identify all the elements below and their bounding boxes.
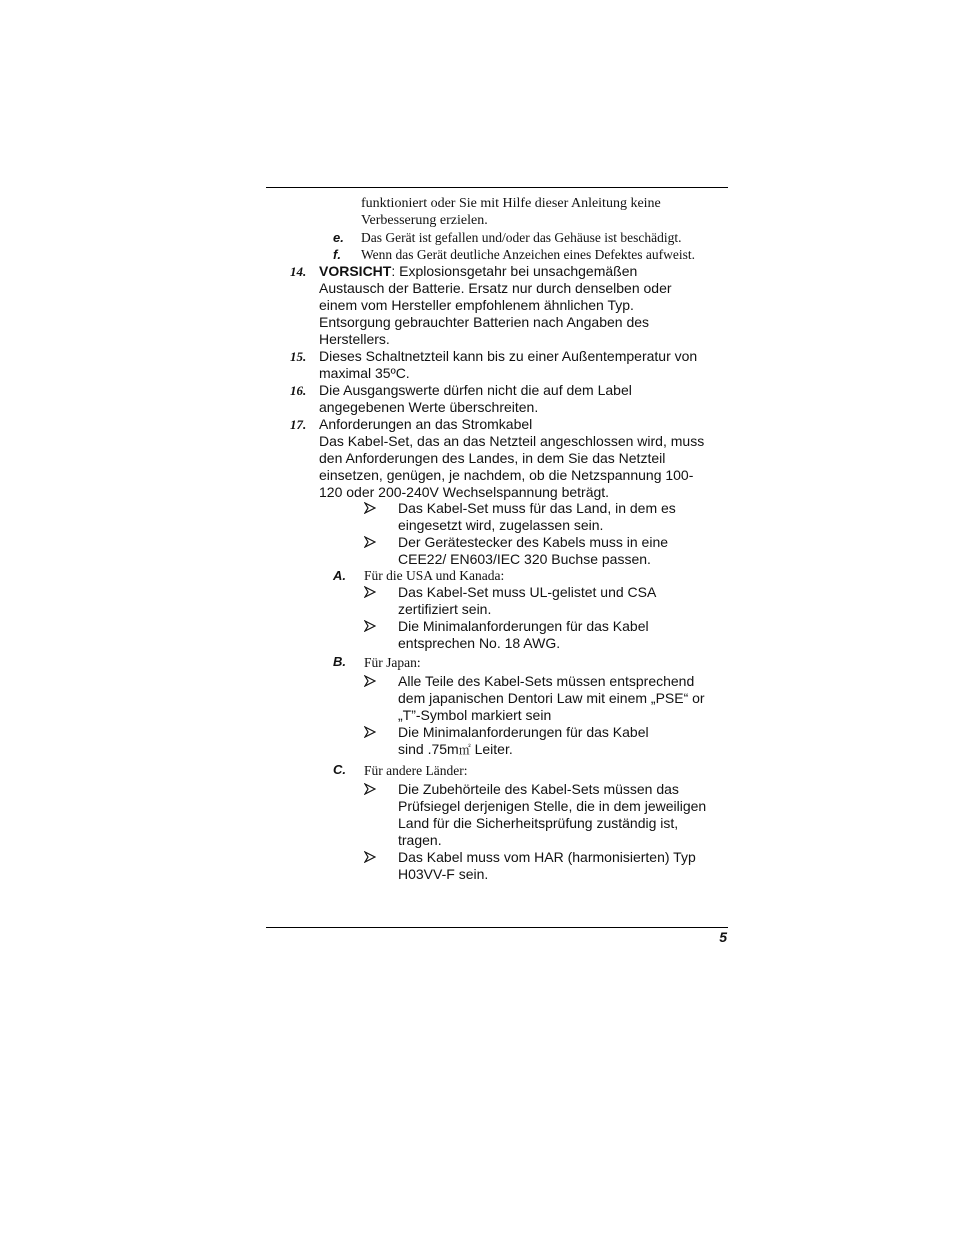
- item17-line: Anforderungen an das Stromkabel: [319, 416, 533, 432]
- arrowhead-bullet-icon: [364, 851, 378, 865]
- item14-line: VORSICHT: Explosionsgetahr bei unsachgemäßen: [319, 263, 638, 279]
- bullet-line: Die Minimalanforderungen für das Kabel: [398, 724, 649, 740]
- item14-line: Austausch der Batterie. Ersatz nur durch denselben oder: [319, 280, 672, 296]
- arrowhead-bullet-icon: [364, 783, 378, 797]
- section-title: Für die USA und Kanada:: [364, 568, 505, 583]
- arrowhead-bullet-icon: [364, 586, 378, 600]
- warning-label: VORSICHT: [319, 263, 392, 279]
- section-title: Für Japan:: [364, 655, 421, 670]
- section-title: Für andere Länder:: [364, 763, 468, 778]
- bullet-line: Land für die Sicherheitsprüfung zuständig ist,: [398, 815, 679, 831]
- bullet-line: Die Zubehörteile des Kabel-Sets müssen das: [398, 781, 679, 797]
- sub-item-text: Das Gerät ist gefallen und/oder das Gehäuse ist beschädigt.: [361, 230, 682, 245]
- item16-line: Die Ausgangswerte dürfen nicht die auf dem Label: [319, 382, 632, 398]
- item16-line: angegebenen Werte überschreiten.: [319, 399, 539, 415]
- bullet-line: Das Kabel muss vom HAR (harmonisierten) Typ: [398, 849, 696, 865]
- item17-line: den Anforderungen des Landes, in dem Sie das Netzteil: [319, 450, 666, 466]
- item-number: 15.: [290, 349, 307, 364]
- bullet-line: „T”-Symbol markiert sein: [398, 707, 552, 723]
- bullet-line: Der Gerätestecker des Kabels muss in eine: [398, 534, 669, 550]
- item17-line: Das Kabel-Set, das an das Netzteil angeschlossen wird, muss: [319, 433, 705, 449]
- item14-line: Herstellers.: [319, 331, 390, 347]
- bullet-line: dem japanischen Dentori Law mit einem „PSE“ or: [398, 690, 705, 706]
- bullet-line: H03VV-F sein.: [398, 866, 489, 882]
- continuation-line: Verbesserung erzielen.: [361, 213, 488, 228]
- square-meter-symbol: ㎡: [458, 743, 471, 757]
- header-rule: [266, 187, 728, 188]
- item-number: 14.: [290, 264, 307, 279]
- item14-line: Entsorgung gebrauchter Batterien nach Angaben des: [319, 314, 650, 330]
- footer-rule: [266, 927, 728, 928]
- bullet-line: zertifiziert sein.: [398, 601, 492, 617]
- sub-item-marker: e.: [333, 230, 344, 245]
- sub-item-marker: f.: [333, 247, 341, 262]
- arrowhead-bullet-icon: [364, 536, 378, 550]
- item15-line: maximal 35ºC.: [319, 365, 410, 381]
- bullet-line: Alle Teile des Kabel-Sets müssen entsprechend: [398, 673, 695, 689]
- item-number: 17.: [290, 417, 307, 432]
- sub-item-text: Wenn das Gerät deutliche Anzeichen eines Defektes aufweist.: [361, 247, 696, 262]
- section-marker: B.: [333, 654, 346, 669]
- bullet-line: Das Kabel-Set muss UL-gelistet und CSA: [398, 584, 657, 600]
- item-number: 16.: [290, 383, 307, 398]
- arrowhead-bullet-icon: [364, 502, 378, 516]
- bullet-line: Das Kabel-Set muss für das Land, in dem es: [398, 500, 676, 516]
- arrowhead-bullet-icon: [364, 675, 378, 689]
- arrowhead-bullet-icon: [364, 620, 378, 634]
- bullet-line: sind .75m㎡ Leiter.: [398, 741, 513, 757]
- item14-line: einem vom Hersteller empfohlenem ähnlichen Typ.: [319, 297, 634, 313]
- bullet-line: CEE22/ EN603/IEC 320 Buchse passen.: [398, 551, 651, 567]
- bullet-line: Prüfsiegel derjenigen Stelle, die in dem jeweiligen: [398, 798, 707, 814]
- page-number: 5: [719, 929, 727, 945]
- bullet-line: entsprechen No. 18 AWG.: [398, 635, 561, 651]
- item17-line: einsetzen, genügen, je nachdem, ob die Netzspannung 100-: [319, 467, 694, 483]
- item15-line: Dieses Schaltnetzteil kann bis zu einer Außentemperatur von: [319, 348, 698, 364]
- bullet-line: eingesetzt wird, zugelassen sein.: [398, 517, 604, 533]
- arrowhead-bullet-icon: [364, 726, 378, 740]
- section-marker: C.: [333, 762, 346, 777]
- bullet-line: tragen.: [398, 832, 442, 848]
- item17-line: 120 oder 200-240V Wechselspannung beträgt.: [319, 484, 610, 500]
- continuation-line: funktioniert oder Sie mit Hilfe dieser Anleitung keine: [361, 196, 661, 211]
- section-marker: A.: [333, 568, 346, 583]
- bullet-line: Die Minimalanforderungen für das Kabel: [398, 618, 649, 634]
